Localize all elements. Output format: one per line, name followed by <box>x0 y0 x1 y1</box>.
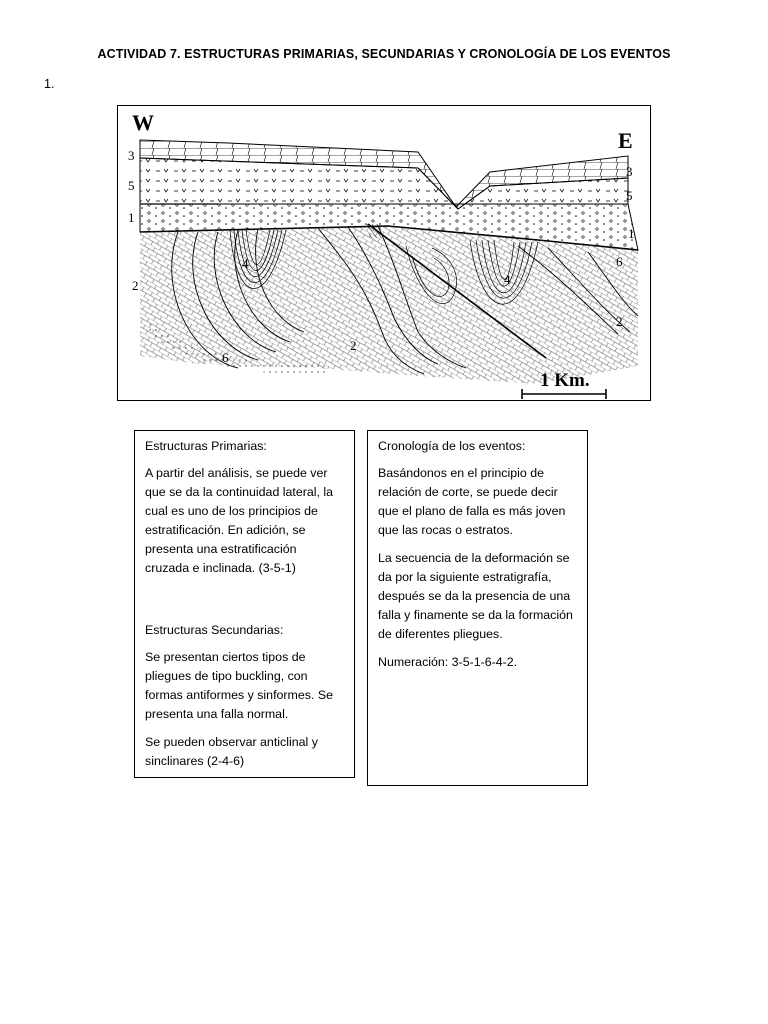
chronology-text-1: Basándonos en el principio de relación de corte, se puede decir que el plano de falla es más joven que las rocas o estratos. <box>378 466 566 537</box>
primary-structures-text: A partir del análisis, se puede ver que se da la continuidad lateral, la cual es uno de los principios de estratificación. En adición, se presenta una estratificación cruzada e inclinada. (3-5-1) <box>145 466 334 575</box>
numbering-text: Numeración: 3-5-1-6-4-2. <box>378 655 518 669</box>
layer-label: 2 <box>350 338 357 353</box>
east-label: E <box>618 128 633 153</box>
chronology-text-2: La secuencia de la deformación se da por la siguiente estratigrafía, después se da la presencia de una falla y finamente se da la formación de diferentes pliegues. <box>378 551 573 641</box>
layer-label: 4 <box>504 272 511 287</box>
question-number: 1. <box>44 77 55 91</box>
chronology-heading: Cronología de los eventos: <box>378 439 526 453</box>
layer-label: 5 <box>128 178 135 193</box>
layer-label: 6 <box>616 254 623 269</box>
geologic-cross-section <box>117 105 651 401</box>
layer-label: 2 <box>616 314 623 329</box>
layer-label: 2 <box>132 278 139 293</box>
layer-label: 4 <box>242 256 249 271</box>
chronology-box <box>367 430 588 786</box>
secondary-structures-text-2: Se pueden observar anticlinal y sinclinares (2-4-6) <box>145 735 318 768</box>
layer-label: 1 <box>128 210 135 225</box>
page-title: ACTIVIDAD 7. ESTRUCTURAS PRIMARIAS, SECUNDARIAS Y CRONOLOGÍA DE LOS EVENTOS <box>97 47 671 61</box>
west-label: W <box>132 110 154 135</box>
scale-label: 1 Km. <box>540 370 590 391</box>
secondary-structures-heading: Estructuras Secundarias: <box>145 623 284 637</box>
primary-structures-heading: Estructuras Primarias: <box>145 439 267 453</box>
layer-label: 1 <box>628 226 635 241</box>
layer-label: 3 <box>626 164 633 179</box>
cross-section-drawing <box>118 106 652 402</box>
layer-label: 5 <box>626 188 633 203</box>
secondary-structures-text: Se presentan ciertos tipos de pliegues de tipo buckling, con formas antiformes y sinformes. Se presenta una falla normal. <box>145 650 333 721</box>
layer-label: 6 <box>222 350 229 365</box>
layer-label: 3 <box>128 148 135 163</box>
structures-box <box>134 430 355 778</box>
